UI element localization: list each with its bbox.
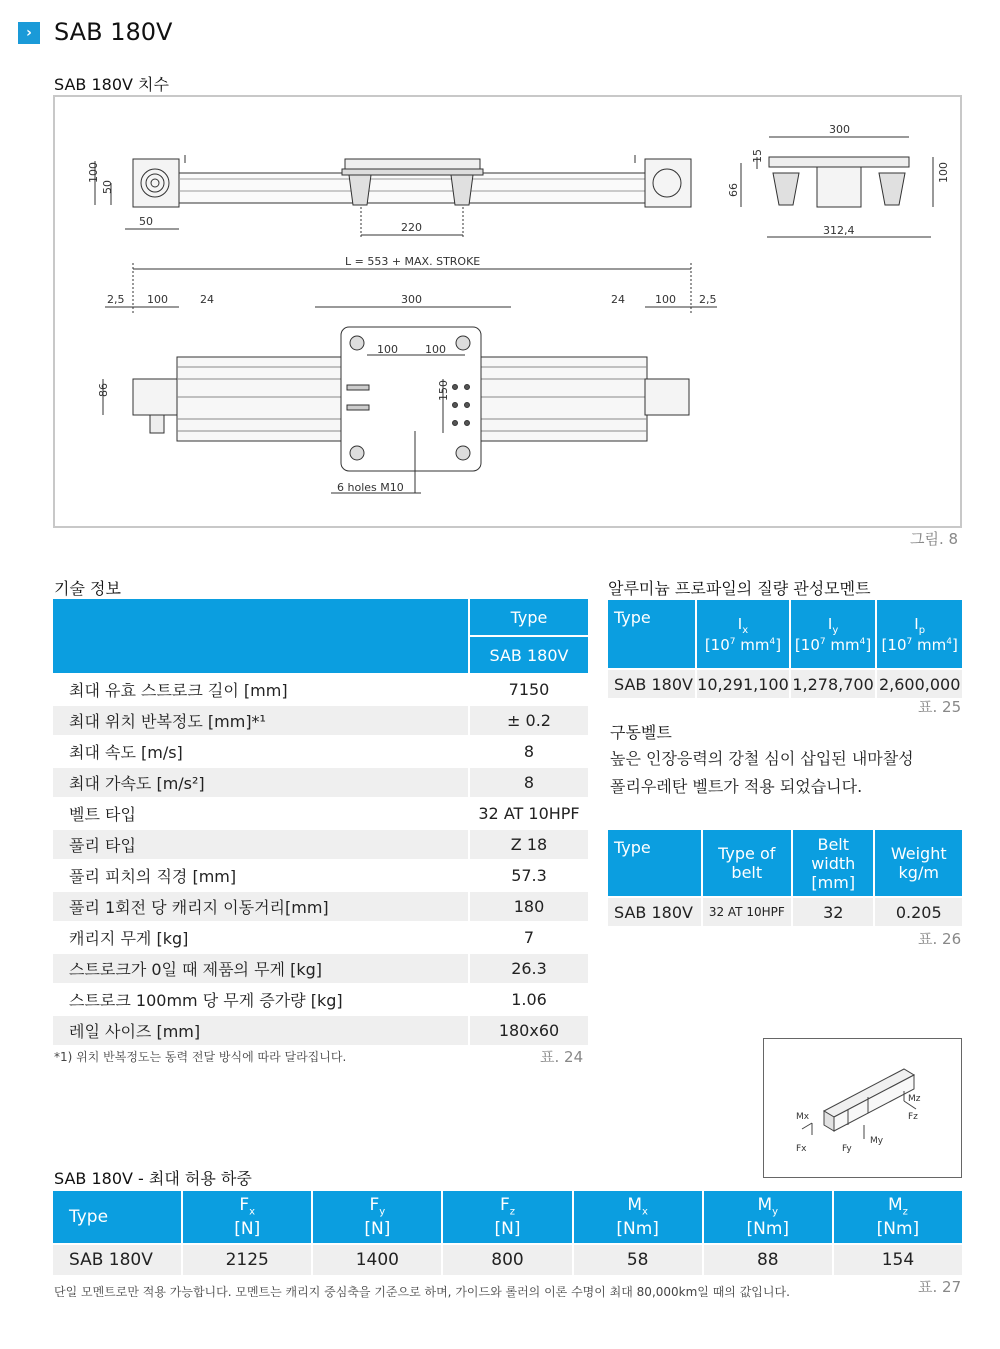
load-header-mz: $M_z$ [Nm] (834, 1191, 962, 1243)
belt-header-weight: Weight kg/m (875, 830, 962, 896)
dimensions-title: SAB 180V 치수 (54, 75, 169, 94)
belt-row: SAB 180V 32 AT 10HPF 32 0.205 (608, 898, 962, 926)
table-label-24: 표. 24 (540, 1048, 584, 1066)
table-label-26: 표. 26 (918, 930, 962, 948)
belt-title: 구동벨트 (610, 723, 672, 742)
figure-label: 그림. 8 (910, 530, 959, 548)
load-header-type: Type (53, 1191, 181, 1243)
tech-row: 풀리 1회전 당 캐리지 이동거리[mm] 180 (53, 892, 588, 921)
dim-side-50v: 50 (101, 180, 114, 194)
tech-header-model: SAB 180V (470, 637, 588, 673)
tech-row: 최대 가속도 [m/s²] 8 (53, 768, 588, 797)
belt-desc-2: 폴리우레탄 벨트가 적용 되었습니다. (610, 777, 863, 796)
tech-header-type: Type (470, 599, 588, 635)
load-table (51, 1189, 964, 1277)
dim-top-24b: 24 (611, 293, 625, 306)
tech-row: 스트로크가 0일 때 제품의 무게 [kg] 26.3 (53, 954, 588, 983)
tech-table (51, 597, 590, 1047)
tech-footnote: *1) 위치 반복정도는 동력 전달 방식에 따라 달라집니다. (54, 1050, 347, 1064)
inertia-header-ix: $I_x$ [$10^7$ $mm^4$] (697, 600, 789, 668)
table-label-27: 표. 27 (918, 1278, 962, 1296)
load-header-my: $M_y$ [Nm] (704, 1191, 832, 1243)
dim-end-3124: 312,4 (823, 224, 855, 237)
tech-title: 기술 정보 (54, 579, 121, 598)
inertia-title: 알루미늄 프로파일의 질량 관성모멘트 (608, 579, 871, 598)
dim-top-24a: 24 (200, 293, 214, 306)
tech-row: 캐리지 무게 [kg] 7 (69, 928, 535, 948)
dim-inner-100a: 100 (377, 343, 398, 356)
belt-header-type: Type (608, 830, 701, 896)
dim-side-100: 100 (87, 162, 100, 183)
technical-drawing (53, 95, 962, 528)
tech-row: 최대 위치 반복정도 [mm]*¹ ± 0.2 (53, 706, 588, 735)
inertia-header-iy: $I_y$ [$10^7$ $mm^4$] (791, 600, 876, 668)
inertia-row: SAB 180V 10,291,100 1,278,700 2,600,000 (608, 670, 962, 698)
inertia-table (606, 598, 964, 700)
dim-top-100b: 100 (655, 293, 676, 306)
dim-end-300: 300 (829, 123, 850, 136)
dim-top-25b: 2,5 (699, 293, 717, 306)
label-fz: Fz (908, 1112, 918, 1122)
label-mx: Mx (796, 1112, 810, 1122)
drawing-svg (55, 97, 960, 526)
load-row: SAB 180V 2125 1400 800 58 88 154 (53, 1245, 962, 1275)
axes-diagram (763, 1038, 962, 1178)
dim-end-100: 100 (937, 162, 950, 183)
dim-side-50h: 50 (139, 215, 153, 228)
dim-length: L = 553 + MAX. STROKE (345, 255, 481, 268)
axes-diagram-svg (764, 1039, 961, 1177)
dim-top-300: 300 (401, 293, 422, 306)
dim-side-86: 86 (97, 383, 110, 397)
load-title: SAB 180V - 최대 허용 하중 (54, 1169, 252, 1188)
dim-side-220: 220 (401, 221, 422, 234)
tech-row: 최대 유효 스트로크 길이 [mm] 7150 (69, 680, 550, 700)
dim-top-100a: 100 (147, 293, 168, 306)
belt-header-width: Belt width [mm] (793, 830, 873, 896)
load-header-fy: $F_y$ [N] (313, 1191, 441, 1243)
inertia-header-ip: $I_p$ [$10^7$ $mm^4$] (877, 600, 962, 668)
tech-row: 스트로크 100mm 당 무게 증가량 [kg] 1.06 (69, 990, 547, 1010)
inertia-header-type: Type (608, 600, 695, 668)
belt-desc-1: 높은 인장응력의 강철 심이 삽입된 내마찰성 (610, 749, 914, 768)
section-arrow-icon: › (18, 22, 40, 44)
page-title: SAB 180V (54, 18, 173, 46)
table-label-25: 표. 25 (918, 698, 962, 716)
tech-row: 최대 속도 [m/s] 8 (69, 742, 535, 762)
tech-row: 레일 사이즈 [mm] 180x60 (53, 1016, 588, 1045)
dim-end-99: 99 (726, 183, 739, 197)
belt-table (606, 828, 964, 928)
load-header-fx: $F_x$ [N] (183, 1191, 311, 1243)
label-mz: Mz (908, 1094, 921, 1104)
dim-end-15: 15 (751, 149, 764, 163)
tech-row: 풀리 타입 Z 18 (53, 830, 588, 859)
dim-inner-100b: 100 (425, 343, 446, 356)
tech-row: 벨트 타입 32 AT 10HPF (69, 804, 580, 824)
tech-header-blank (53, 599, 468, 673)
belt-header-belt-type: Type of belt (703, 830, 792, 896)
dim-top-25a: 2,5 (107, 293, 125, 306)
load-footnote: 단일 모멘트로만 적용 가능합니다. 모멘트는 캐리지 중심축을 기준으로 하며, 가이드와 롤러의 이론 수명이 최대 80,000km일 때의 값입니다. (54, 1285, 790, 1299)
load-header-fz: $F_z$ [N] (443, 1191, 571, 1243)
label-fx: Fx (796, 1144, 807, 1154)
tech-row: 풀리 피치의 직경 [mm] 57.3 (69, 866, 547, 886)
dim-inner-150: 150 (437, 380, 450, 401)
dim-holes: 6 holes M10 (337, 481, 404, 494)
label-fy: Fy (842, 1144, 852, 1154)
label-my: My (870, 1136, 884, 1146)
load-header-mx: $M_x$ [Nm] (574, 1191, 702, 1243)
